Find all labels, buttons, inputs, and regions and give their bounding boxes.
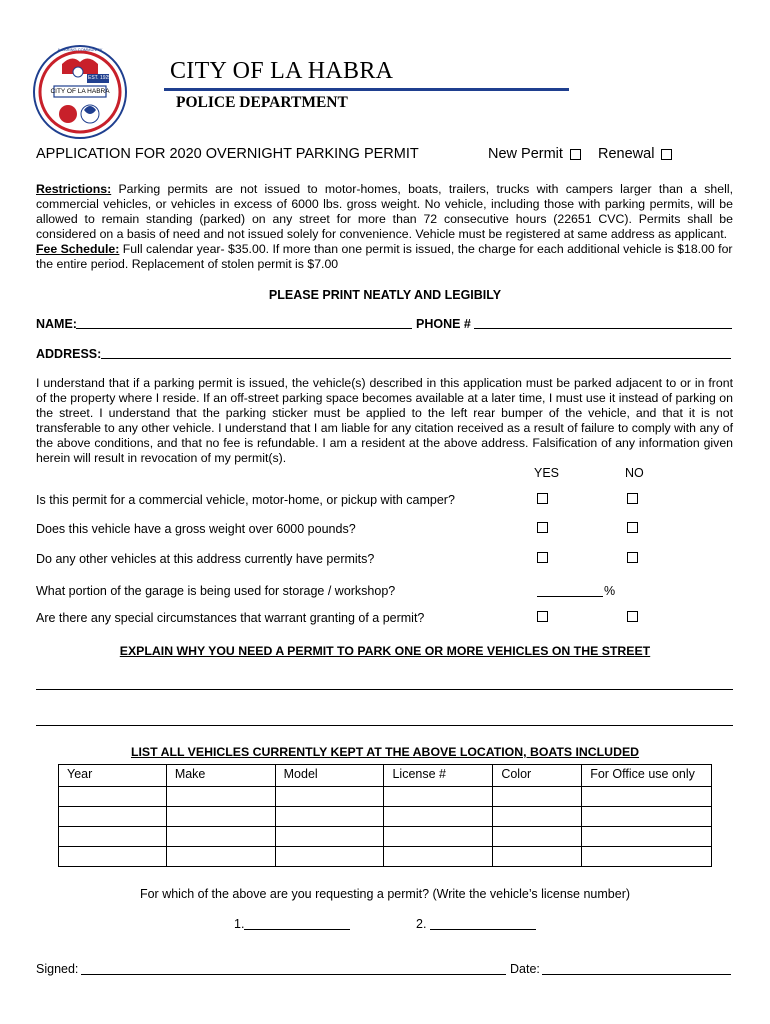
request-question: For which of the above are you requesting a permit? (Write the vehicle’s license number) [139, 887, 631, 901]
column-header-model: Model [275, 765, 384, 787]
restrictions-block [36, 182, 733, 272]
renewal-label: Renewal [598, 146, 655, 162]
question-other-permits: Do any other vehicles at this address currently have permits? [36, 552, 375, 566]
q2-yes-checkbox[interactable] [537, 522, 548, 533]
seal-name-text: CITY OF LA HABRA [50, 88, 110, 95]
request-second-field[interactable] [430, 917, 536, 930]
table-cell[interactable] [384, 787, 493, 807]
restrictions-label: Restrictions: [36, 182, 112, 196]
request-second-label: 2. [416, 917, 427, 931]
column-header-make: Make [166, 765, 275, 787]
seal-est-text: EST. 1925 [88, 75, 112, 81]
table-cell[interactable] [493, 787, 582, 807]
table-cell[interactable] [166, 827, 275, 847]
q5-yes-checkbox[interactable] [537, 611, 548, 622]
table-row [59, 827, 712, 847]
date-label: Date: [510, 962, 540, 976]
print-notice: PLEASE PRINT NEATLY AND LEGIBILY [268, 288, 502, 302]
q1-no-checkbox[interactable] [627, 493, 638, 504]
form-title: APPLICATION FOR 2020 OVERNIGHT PARKING PERMIT [36, 146, 419, 162]
yes-column-label: YES [534, 466, 560, 480]
explain-line-1[interactable] [36, 676, 733, 690]
question-gross-weight: Does this vehicle have a gross weight over 6000 pounds? [36, 522, 356, 536]
table-cell[interactable] [582, 787, 712, 807]
restrictions-paragraph [36, 182, 733, 242]
q3-yes-checkbox[interactable] [537, 552, 548, 563]
phone-field[interactable] [474, 314, 732, 329]
request-first-field[interactable] [244, 917, 350, 930]
table-cell[interactable] [384, 847, 493, 867]
new-permit-option [488, 146, 581, 162]
renewal-option [598, 146, 672, 162]
signed-label: Signed: [36, 962, 79, 976]
column-header-license: License # [384, 765, 493, 787]
table-cell[interactable] [384, 807, 493, 827]
table-cell[interactable] [493, 827, 582, 847]
vehicles-header-row [59, 765, 712, 787]
agreement-paragraph: I understand that if a parking permit is issued, the vehicle(s) described in this application must be parked adjacent to or in front of the property where I reside. If an off-street parking space becomes available at a later time, I must use it instead of parking on the street. I understand that the parking sticker must be applied to the left rear bumper of the vehicle, and that it is not transferable to any other vehicle. I understand that I am liable for any citation received as a result of failure to comply with any of the above conditions, and that no fee is refundable. I am a resident at the above address. Falsification of any information given herein will result in revocation of my permit(s). [36, 376, 733, 465]
fees-paragraph [36, 242, 733, 272]
table-cell[interactable] [275, 807, 384, 827]
table-cell[interactable] [59, 807, 167, 827]
garage-percent-field[interactable] [537, 584, 603, 597]
name-field[interactable] [76, 314, 412, 329]
signature-field[interactable] [81, 962, 506, 975]
table-cell[interactable] [59, 827, 167, 847]
question-garage-storage: What portion of the garage is being used for storage / workshop? [36, 584, 396, 598]
table-row [59, 807, 712, 827]
city-seal [32, 44, 128, 140]
table-cell[interactable] [275, 827, 384, 847]
table-cell[interactable] [166, 787, 275, 807]
table-cell[interactable] [384, 827, 493, 847]
q5-no-checkbox[interactable] [627, 611, 638, 622]
address-field[interactable] [101, 344, 731, 359]
table-cell[interactable] [275, 847, 384, 867]
header-rule [164, 88, 569, 91]
table-cell[interactable] [59, 787, 167, 807]
department-title: POLICE DEPARTMENT [176, 94, 348, 111]
date-field[interactable] [542, 962, 731, 975]
seal-top-text: A CARING COMMUNITY [57, 47, 103, 52]
q3-no-checkbox[interactable] [627, 552, 638, 563]
table-cell[interactable] [582, 807, 712, 827]
table-cell[interactable] [582, 827, 712, 847]
q1-yes-checkbox[interactable] [537, 493, 548, 504]
vehicles-heading: LIST ALL VEHICLES CURRENTLY KEPT AT THE ABOVE LOCATION, BOATS INCLUDED [130, 745, 640, 759]
explain-heading: EXPLAIN WHY YOU NEED A PERMIT TO PARK ONE OR MORE VEHICLES ON THE STREET [119, 644, 651, 658]
table-row [59, 847, 712, 867]
address-label: ADDRESS: [36, 347, 102, 361]
column-header-office-use: For Office use only [582, 765, 712, 787]
question-special-circumstances: Are there any special circumstances that warrant granting of a permit? [36, 611, 425, 625]
table-cell[interactable] [166, 807, 275, 827]
percent-sign: % [604, 584, 616, 598]
renewal-checkbox[interactable] [661, 149, 672, 160]
phone-label: PHONE # [416, 317, 471, 331]
table-row [59, 787, 712, 807]
explain-line-2[interactable] [36, 711, 733, 726]
question-commercial-vehicle: Is this permit for a commercial vehicle, motor-home, or pickup with camper? [36, 493, 455, 507]
city-title: CITY OF LA HABRA [170, 58, 394, 84]
table-cell[interactable] [275, 787, 384, 807]
fees-text: Full calendar year- $35.00. If more than one permit is issued, the charge for each additional vehicle is $18.00 for the entire period. Replacement of stolen permit is $7.00 [36, 242, 733, 271]
agreement-block [36, 376, 733, 466]
column-header-year: Year [59, 765, 167, 787]
no-column-label: NO [625, 466, 644, 480]
table-cell[interactable] [493, 847, 582, 867]
column-header-color: Color [493, 765, 582, 787]
table-cell[interactable] [582, 847, 712, 867]
fees-label: Fee Schedule: [36, 242, 120, 256]
q2-no-checkbox[interactable] [627, 522, 638, 533]
restrictions-text: Parking permits are not issued to motor-homes, boats, trailers, trucks with campers larger than a shell, commercial vehicles, or vehicles in excess of 6000 lbs. gross weight. No vehicle, including those with parking permits, will be allowed to remain standing (parked) on any street for more than 72 consecutive hours (22651 CVC). Permits shall be considered on a basis of need and not issued solely for convenience. Vehicle must be registered at same address as applicant. [36, 182, 733, 241]
request-first-label: 1. [234, 917, 245, 931]
table-cell[interactable] [493, 807, 582, 827]
vehicles-table [58, 764, 712, 867]
name-label: NAME: [36, 317, 77, 331]
table-cell[interactable] [166, 847, 275, 867]
new-permit-label: New Permit [488, 146, 563, 162]
new-permit-checkbox[interactable] [570, 149, 581, 160]
table-cell[interactable] [59, 847, 167, 867]
